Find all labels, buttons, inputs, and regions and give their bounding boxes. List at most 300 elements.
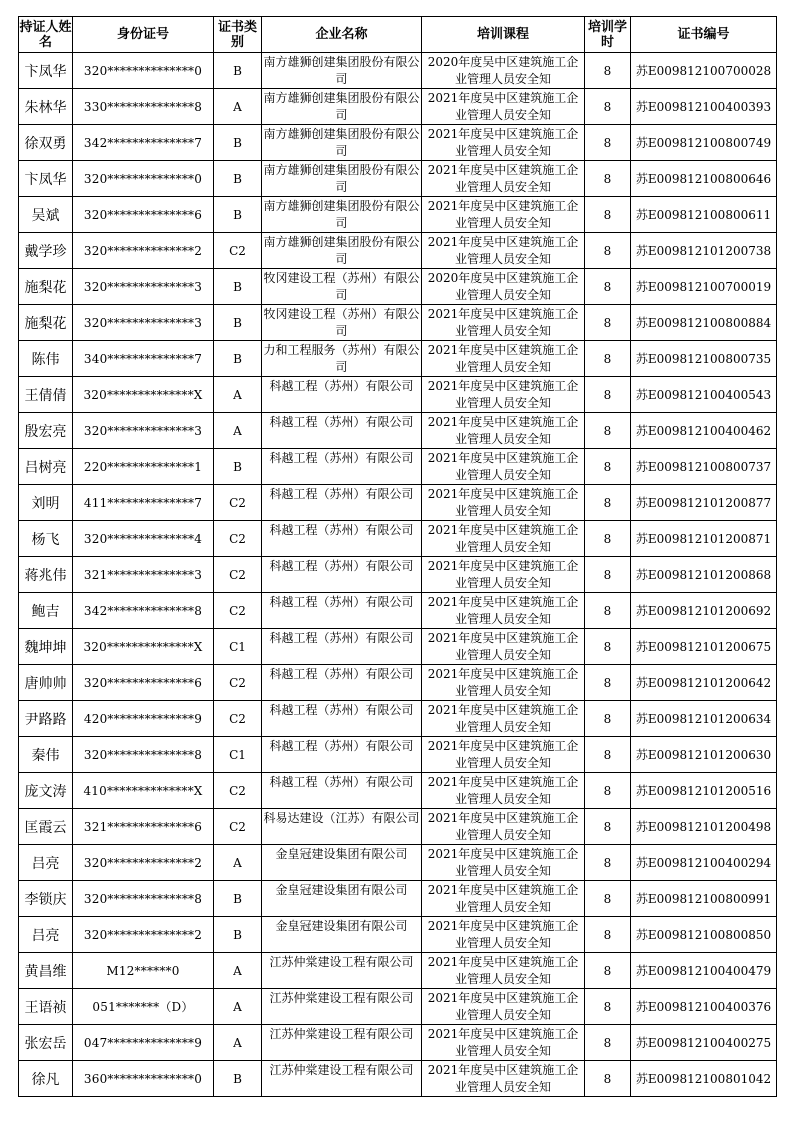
course-cell-text: 2021年度吴中区建筑施工企业管理人员安全知 (427, 306, 579, 338)
table-row (19, 773, 777, 809)
table-row (19, 917, 777, 953)
hours-cell: 8 (585, 629, 631, 665)
holder-name-cell: 徐双勇 (19, 125, 73, 161)
hours-cell: 8 (585, 377, 631, 413)
holder-name-cell: 朱林华 (19, 89, 73, 125)
company-cell (262, 989, 422, 1025)
holder-name-cell: 李锁庆 (19, 881, 73, 917)
company-cell (262, 341, 422, 377)
company-cell-text: 南方雄狮创建集团股份有限公司 (263, 90, 420, 122)
company-cell (262, 413, 422, 449)
header-holder-name: 持证人姓名 (19, 17, 73, 53)
course-cell (422, 665, 585, 701)
cert-type-cell: B (214, 1061, 262, 1097)
table-row (19, 557, 777, 593)
cert-no-cell: 苏E009812100800735 (631, 341, 777, 377)
cert-type-cell: A (214, 989, 262, 1025)
holder-name-cell: 庞文涛 (19, 773, 73, 809)
course-cell (422, 125, 585, 161)
course-cell (422, 593, 585, 629)
hours-cell: 8 (585, 881, 631, 917)
company-cell (262, 89, 422, 125)
cert-no-cell: 苏E009812100400376 (631, 989, 777, 1025)
id-number-cell: 320**************X (73, 377, 214, 413)
cert-no-cell: 苏E009812100800611 (631, 197, 777, 233)
hours-cell: 8 (585, 53, 631, 89)
holder-name-cell: 殷宏亮 (19, 413, 73, 449)
cert-no-cell: 苏E009812100700028 (631, 53, 777, 89)
table-row (19, 737, 777, 773)
company-cell-text: 科越工程（苏州）有限公司 (269, 774, 414, 789)
holder-name-cell: 戴学珍 (19, 233, 73, 269)
hours-cell: 8 (585, 809, 631, 845)
course-cell (422, 737, 585, 773)
company-cell (262, 1025, 422, 1061)
holder-name-cell: 王倩倩 (19, 377, 73, 413)
table-row (19, 953, 777, 989)
cert-no-cell: 苏E009812100800850 (631, 917, 777, 953)
course-cell-text: 2021年度吴中区建筑施工企业管理人员安全知 (427, 450, 579, 482)
company-cell-text: 科越工程（苏州）有限公司 (269, 738, 414, 753)
id-number-cell: 320**************0 (73, 53, 214, 89)
id-number-cell: 360**************0 (73, 1061, 214, 1097)
cert-no-cell: 苏E009812101200498 (631, 809, 777, 845)
table-row (19, 521, 777, 557)
course-cell-text: 2021年度吴中区建筑施工企业管理人员安全知 (427, 702, 579, 734)
hours-cell: 8 (585, 953, 631, 989)
holder-name-cell: 黄昌维 (19, 953, 73, 989)
holder-name-cell: 吕树亮 (19, 449, 73, 485)
table-row (19, 161, 777, 197)
holder-name-cell: 吴斌 (19, 197, 73, 233)
table-row (19, 125, 777, 161)
table-row (19, 1061, 777, 1097)
course-cell (422, 449, 585, 485)
id-number-cell: 320**************6 (73, 665, 214, 701)
holder-name-cell: 王语祯 (19, 989, 73, 1025)
id-number-cell: 320**************3 (73, 413, 214, 449)
table-row (19, 233, 777, 269)
cert-no-cell: 苏E009812101200642 (631, 665, 777, 701)
hours-cell: 8 (585, 89, 631, 125)
course-cell (422, 629, 585, 665)
table-row (19, 629, 777, 665)
company-cell-text: 牧冈建设工程（苏州）有限公司 (263, 270, 420, 302)
cert-no-cell: 苏E009812100400275 (631, 1025, 777, 1061)
cert-type-cell: C2 (214, 233, 262, 269)
holder-name-cell: 唐帅帅 (19, 665, 73, 701)
id-number-cell: 220**************1 (73, 449, 214, 485)
holder-name-cell: 施梨花 (19, 269, 73, 305)
hours-cell: 8 (585, 521, 631, 557)
id-number-cell: 320**************8 (73, 881, 214, 917)
hours-cell: 8 (585, 197, 631, 233)
cert-type-cell: B (214, 449, 262, 485)
cert-type-cell: B (214, 881, 262, 917)
certificate-table (18, 16, 777, 1097)
course-cell (422, 161, 585, 197)
table-row (19, 341, 777, 377)
header-id-number: 身份证号 (73, 17, 214, 53)
cert-no-cell: 苏E009812101200738 (631, 233, 777, 269)
company-cell (262, 233, 422, 269)
company-cell-text: 科越工程（苏州）有限公司 (269, 450, 414, 465)
company-cell-text: 金皇冠建设集团有限公司 (275, 882, 408, 897)
header-cert-type: 证书类别 (214, 17, 262, 53)
company-cell (262, 809, 422, 845)
course-cell (422, 341, 585, 377)
cert-type-cell: A (214, 953, 262, 989)
cert-no-cell: 苏E009812100800646 (631, 161, 777, 197)
header-hours: 培训学时 (585, 17, 631, 53)
course-cell-text: 2021年度吴中区建筑施工企业管理人员安全知 (427, 774, 579, 806)
id-number-cell: 420**************9 (73, 701, 214, 737)
company-cell-text: 南方雄狮创建集团股份有限公司 (263, 54, 420, 86)
holder-name-cell: 匡霞云 (19, 809, 73, 845)
id-number-cell: 411**************7 (73, 485, 214, 521)
cert-type-cell: B (214, 161, 262, 197)
course-cell-text: 2021年度吴中区建筑施工企业管理人员安全知 (427, 594, 579, 626)
course-cell (422, 521, 585, 557)
company-cell (262, 161, 422, 197)
table-row (19, 665, 777, 701)
table-header-row (19, 17, 777, 53)
table-row (19, 1025, 777, 1061)
id-number-cell: 320**************X (73, 629, 214, 665)
company-cell (262, 521, 422, 557)
company-cell-text: 南方雄狮创建集团股份有限公司 (263, 126, 420, 158)
id-number-cell: 320**************3 (73, 305, 214, 341)
hours-cell: 8 (585, 125, 631, 161)
company-cell (262, 593, 422, 629)
company-cell-text: 江苏仲棠建设工程有限公司 (269, 1026, 414, 1041)
table-row (19, 53, 777, 89)
cert-type-cell: C2 (214, 701, 262, 737)
table-row (19, 377, 777, 413)
table-row (19, 449, 777, 485)
id-number-cell: 320**************4 (73, 521, 214, 557)
cert-no-cell: 苏E009812100400479 (631, 953, 777, 989)
cert-no-cell: 苏E009812100400294 (631, 845, 777, 881)
cert-type-cell: A (214, 377, 262, 413)
course-cell (422, 413, 585, 449)
cert-no-cell: 苏E009812101200692 (631, 593, 777, 629)
cert-type-cell: C2 (214, 485, 262, 521)
course-cell-text: 2021年度吴中区建筑施工企业管理人员安全知 (427, 810, 579, 842)
cert-type-cell: C2 (214, 773, 262, 809)
cert-type-cell: C2 (214, 809, 262, 845)
cert-no-cell: 苏E009812100400462 (631, 413, 777, 449)
course-cell-text: 2021年度吴中区建筑施工企业管理人员安全知 (427, 162, 579, 194)
course-cell-text: 2021年度吴中区建筑施工企业管理人员安全知 (427, 198, 579, 230)
holder-name-cell: 卞凤华 (19, 161, 73, 197)
table-row (19, 197, 777, 233)
table-row (19, 305, 777, 341)
course-cell (422, 1025, 585, 1061)
cert-type-cell: C1 (214, 737, 262, 773)
hours-cell: 8 (585, 485, 631, 521)
company-cell-text: 牧冈建设工程（苏州）有限公司 (263, 306, 420, 338)
course-cell (422, 557, 585, 593)
company-cell (262, 773, 422, 809)
id-number-cell: 047**************9 (73, 1025, 214, 1061)
course-cell (422, 701, 585, 737)
holder-name-cell: 刘明 (19, 485, 73, 521)
course-cell (422, 485, 585, 521)
hours-cell: 8 (585, 305, 631, 341)
cert-no-cell: 苏E009812100400543 (631, 377, 777, 413)
course-cell-text: 2021年度吴中区建筑施工企业管理人员安全知 (427, 954, 579, 986)
cert-type-cell: B (214, 341, 262, 377)
table-row (19, 989, 777, 1025)
holder-name-cell: 陈伟 (19, 341, 73, 377)
course-cell (422, 773, 585, 809)
cert-type-cell: B (214, 269, 262, 305)
company-cell-text: 力和工程服务（苏州）有限公司 (263, 342, 420, 374)
company-cell-text: 科越工程（苏州）有限公司 (269, 378, 414, 393)
course-cell (422, 89, 585, 125)
cert-no-cell: 苏E009812100800991 (631, 881, 777, 917)
cert-type-cell: A (214, 89, 262, 125)
company-cell-text: 江苏仲棠建设工程有限公司 (269, 990, 414, 1005)
cert-no-cell: 苏E009812100800749 (631, 125, 777, 161)
company-cell (262, 845, 422, 881)
header-company: 企业名称 (262, 17, 422, 53)
course-cell (422, 53, 585, 89)
hours-cell: 8 (585, 1025, 631, 1061)
holder-name-cell: 秦伟 (19, 737, 73, 773)
cert-no-cell: 苏E009812101200630 (631, 737, 777, 773)
cert-type-cell: B (214, 53, 262, 89)
hours-cell: 8 (585, 233, 631, 269)
table-row (19, 881, 777, 917)
header-cert-no: 证书编号 (631, 17, 777, 53)
company-cell (262, 953, 422, 989)
course-cell (422, 377, 585, 413)
cert-type-cell: C1 (214, 629, 262, 665)
hours-cell: 8 (585, 737, 631, 773)
hours-cell: 8 (585, 845, 631, 881)
id-number-cell: 321**************6 (73, 809, 214, 845)
course-cell (422, 917, 585, 953)
holder-name-cell: 魏坤坤 (19, 629, 73, 665)
company-cell-text: 科越工程（苏州）有限公司 (269, 702, 414, 717)
course-cell-text: 2021年度吴中区建筑施工企业管理人员安全知 (427, 126, 579, 158)
hours-cell: 8 (585, 593, 631, 629)
company-cell (262, 881, 422, 917)
hours-cell: 8 (585, 341, 631, 377)
cert-no-cell: 苏E009812101200675 (631, 629, 777, 665)
hours-cell: 8 (585, 413, 631, 449)
cert-no-cell: 苏E009812101200871 (631, 521, 777, 557)
table-row (19, 845, 777, 881)
course-cell (422, 1061, 585, 1097)
cert-type-cell: B (214, 197, 262, 233)
cert-no-cell: 苏E009812100700019 (631, 269, 777, 305)
company-cell (262, 197, 422, 233)
holder-name-cell: 吕亮 (19, 917, 73, 953)
cert-type-cell: B (214, 305, 262, 341)
table-row (19, 593, 777, 629)
cert-no-cell: 苏E009812101200634 (631, 701, 777, 737)
id-number-cell: 342**************7 (73, 125, 214, 161)
company-cell-text: 南方雄狮创建集团股份有限公司 (263, 162, 420, 194)
course-cell (422, 989, 585, 1025)
hours-cell: 8 (585, 989, 631, 1025)
course-cell (422, 269, 585, 305)
holder-name-cell: 鲍吉 (19, 593, 73, 629)
company-cell-text: 科越工程（苏州）有限公司 (269, 522, 414, 537)
course-cell-text: 2021年度吴中区建筑施工企业管理人员安全知 (427, 414, 579, 446)
id-number-cell: 320**************3 (73, 269, 214, 305)
cert-no-cell: 苏E009812100800884 (631, 305, 777, 341)
cert-type-cell: C2 (214, 593, 262, 629)
id-number-cell: 320**************0 (73, 161, 214, 197)
company-cell (262, 557, 422, 593)
course-cell-text: 2021年度吴中区建筑施工企业管理人员安全知 (427, 1062, 579, 1094)
company-cell (262, 53, 422, 89)
hours-cell: 8 (585, 557, 631, 593)
course-cell-text: 2021年度吴中区建筑施工企业管理人员安全知 (427, 882, 579, 914)
table-row (19, 809, 777, 845)
course-cell (422, 845, 585, 881)
cert-no-cell: 苏E009812100800737 (631, 449, 777, 485)
table-row (19, 413, 777, 449)
course-cell-text: 2021年度吴中区建筑施工企业管理人员安全知 (427, 234, 579, 266)
company-cell (262, 485, 422, 521)
company-cell-text: 科越工程（苏州）有限公司 (269, 594, 414, 609)
holder-name-cell: 杨飞 (19, 521, 73, 557)
id-number-cell: 320**************8 (73, 737, 214, 773)
cert-type-cell: A (214, 1025, 262, 1061)
cert-no-cell: 苏E009812101200877 (631, 485, 777, 521)
id-number-cell: M12******0 (73, 953, 214, 989)
course-cell (422, 305, 585, 341)
holder-name-cell: 徐凡 (19, 1061, 73, 1097)
course-cell-text: 2021年度吴中区建筑施工企业管理人员安全知 (427, 738, 579, 770)
id-number-cell: 320**************2 (73, 233, 214, 269)
id-number-cell: 320**************2 (73, 917, 214, 953)
table-row (19, 701, 777, 737)
holder-name-cell: 吕亮 (19, 845, 73, 881)
company-cell (262, 665, 422, 701)
table-row (19, 89, 777, 125)
holder-name-cell: 张宏岳 (19, 1025, 73, 1061)
company-cell (262, 269, 422, 305)
cert-no-cell: 苏E009812101200868 (631, 557, 777, 593)
course-cell-text: 2021年度吴中区建筑施工企业管理人员安全知 (427, 918, 579, 950)
course-cell-text: 2021年度吴中区建筑施工企业管理人员安全知 (427, 342, 579, 374)
company-cell-text: 科越工程（苏州）有限公司 (269, 630, 414, 645)
course-cell-text: 2021年度吴中区建筑施工企业管理人员安全知 (427, 558, 579, 590)
company-cell-text: 科越工程（苏州）有限公司 (269, 486, 414, 501)
company-cell (262, 377, 422, 413)
course-cell-text: 2021年度吴中区建筑施工企业管理人员安全知 (427, 990, 579, 1022)
company-cell (262, 917, 422, 953)
id-number-cell: 320**************2 (73, 845, 214, 881)
course-cell-text: 2021年度吴中区建筑施工企业管理人员安全知 (427, 630, 579, 662)
table-row (19, 269, 777, 305)
course-cell-text: 2021年度吴中区建筑施工企业管理人员安全知 (427, 1026, 579, 1058)
id-number-cell: 321**************3 (73, 557, 214, 593)
hours-cell: 8 (585, 917, 631, 953)
course-cell (422, 197, 585, 233)
company-cell-text: 金皇冠建设集团有限公司 (275, 846, 408, 861)
table-row (19, 485, 777, 521)
course-cell (422, 809, 585, 845)
id-number-cell: 342**************8 (73, 593, 214, 629)
company-cell (262, 305, 422, 341)
course-cell-text: 2021年度吴中区建筑施工企业管理人员安全知 (427, 666, 579, 698)
cert-type-cell: A (214, 845, 262, 881)
holder-name-cell: 施梨花 (19, 305, 73, 341)
header-course: 培训课程 (422, 17, 585, 53)
cert-no-cell: 苏E009812100400393 (631, 89, 777, 125)
company-cell-text: 金皇冠建设集团有限公司 (275, 918, 408, 933)
company-cell (262, 1061, 422, 1097)
company-cell (262, 449, 422, 485)
id-number-cell: 320**************6 (73, 197, 214, 233)
company-cell-text: 科越工程（苏州）有限公司 (269, 666, 414, 681)
id-number-cell: 410**************X (73, 773, 214, 809)
course-cell (422, 233, 585, 269)
course-cell-text: 2021年度吴中区建筑施工企业管理人员安全知 (427, 486, 579, 518)
company-cell-text: 南方雄狮创建集团股份有限公司 (263, 234, 420, 266)
table-body (19, 53, 777, 1097)
cert-no-cell: 苏E009812101200516 (631, 773, 777, 809)
cert-type-cell: B (214, 917, 262, 953)
course-cell (422, 881, 585, 917)
course-cell-text: 2021年度吴中区建筑施工企业管理人员安全知 (427, 90, 579, 122)
hours-cell: 8 (585, 449, 631, 485)
company-cell-text: 南方雄狮创建集团股份有限公司 (263, 198, 420, 230)
hours-cell: 8 (585, 665, 631, 701)
hours-cell: 8 (585, 269, 631, 305)
hours-cell: 8 (585, 773, 631, 809)
company-cell (262, 701, 422, 737)
course-cell-text: 2021年度吴中区建筑施工企业管理人员安全知 (427, 378, 579, 410)
holder-name-cell: 蒋兆伟 (19, 557, 73, 593)
company-cell (262, 629, 422, 665)
company-cell-text: 江苏仲棠建设工程有限公司 (269, 1062, 414, 1077)
course-cell-text: 2020年度吴中区建筑施工企业管理人员安全知 (427, 270, 579, 302)
cert-type-cell: A (214, 413, 262, 449)
id-number-cell: 340**************7 (73, 341, 214, 377)
course-cell (422, 953, 585, 989)
hours-cell: 8 (585, 1061, 631, 1097)
course-cell-text: 2020年度吴中区建筑施工企业管理人员安全知 (427, 54, 579, 86)
company-cell-text: 科越工程（苏州）有限公司 (269, 414, 414, 429)
hours-cell: 8 (585, 701, 631, 737)
company-cell-text: 科易达建设（江苏）有限公司 (263, 810, 420, 825)
company-cell-text: 科越工程（苏州）有限公司 (269, 558, 414, 573)
cert-type-cell: C2 (214, 557, 262, 593)
holder-name-cell: 卞凤华 (19, 53, 73, 89)
company-cell (262, 125, 422, 161)
hours-cell: 8 (585, 161, 631, 197)
cert-type-cell: C2 (214, 665, 262, 701)
company-cell-text: 江苏仲棠建设工程有限公司 (269, 954, 414, 969)
cert-type-cell: C2 (214, 521, 262, 557)
course-cell-text: 2021年度吴中区建筑施工企业管理人员安全知 (427, 522, 579, 554)
cert-type-cell: B (214, 125, 262, 161)
company-cell (262, 737, 422, 773)
id-number-cell: 051*******（D） (73, 989, 214, 1025)
holder-name-cell: 尹路路 (19, 701, 73, 737)
cert-no-cell: 苏E009812100801042 (631, 1061, 777, 1097)
course-cell-text: 2021年度吴中区建筑施工企业管理人员安全知 (427, 846, 579, 878)
id-number-cell: 330**************8 (73, 89, 214, 125)
